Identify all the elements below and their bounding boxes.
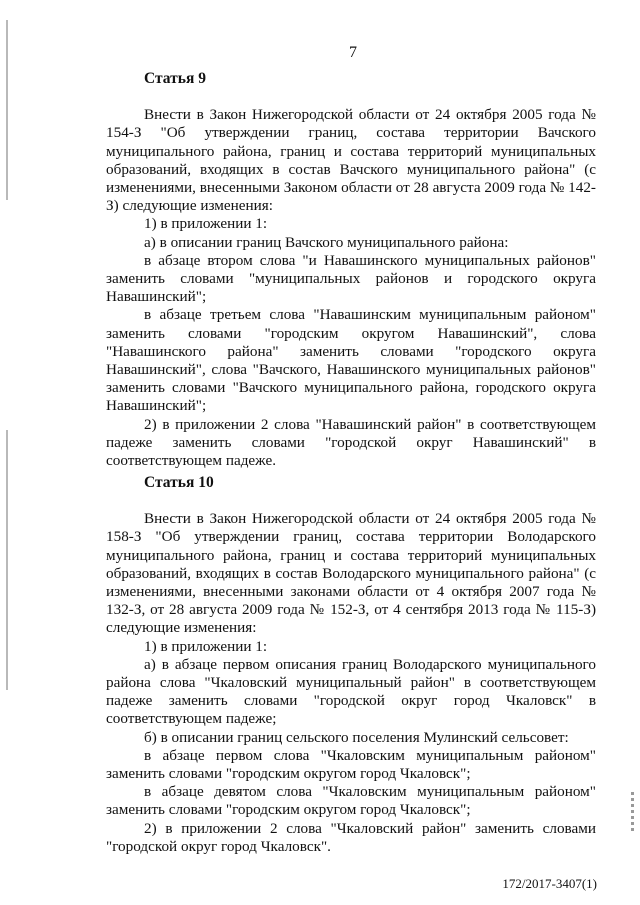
article-heading: Статья 9 bbox=[144, 70, 206, 87]
article-10 bbox=[106, 474, 596, 856]
paragraph: б) в описании границ сельского поселения Мулинский сельсовет: bbox=[144, 728, 569, 746]
paragraph: 1) в приложении 1: bbox=[144, 215, 268, 233]
paragraph: в абзаце втором слова "и Навашинского муниципальных районов" заменить словами "муниципальных районов и городского округа Навашинский"; bbox=[106, 251, 596, 306]
paragraph: в абзаце третьем слова "Навашинским муниципальным районом" заменить словами "городским округом Навашинский", слова "Навашинского района" заменить словами "городского округа Навашинский", слова "Вачского, Навашинского муниципальных районов" заменить словами "Вачского муниципального района, городского округа Навашинский"; bbox=[106, 306, 596, 415]
paragraph: в абзаце девятом слова "Чкаловским муниципальным районом" заменить словами "городским округом город Чкаловск"; bbox=[106, 783, 596, 819]
document-code: 172/2017-3407(1) bbox=[502, 876, 597, 891]
paragraph: а) в описании границ Вачского муниципального района: bbox=[144, 233, 509, 251]
paragraph: в абзаце первом слова "Чкаловским муниципальным районом" заменить словами "городским округом город Чкаловск"; bbox=[106, 746, 596, 783]
paragraph: 2) в приложении 2 слова "Навашинский район" в соответствующем падеже заменить словами "городской округ Навашинский" в соответствующем падеже. bbox=[106, 415, 596, 470]
article-9 bbox=[106, 70, 596, 470]
scan-edge-mark bbox=[631, 792, 634, 832]
paragraph: а) в абзаце первом описания границ Володарского муниципального района слова "Чкаловский муниципальный район" в соответствующем падеже заменить словами "городской округ город Чкаловск" в соответствующем падеже; bbox=[106, 655, 596, 728]
paragraph: Внести в Закон Нижегородской области от 24 октября 2005 года № 158-З "Об утверждении границ, состава территории Володарского муниципального района, границ и состава территорий муниципальных образований, входящих в состав Володарского муниципального района" (с изменениями, внесенными законами области от 4 октября 2007 года № 132-З, от 28 августа 2009 года № 152-З, от 4 сентября 2013 года № 115-З) следующие изменения: bbox=[106, 510, 596, 637]
scan-margin-line bbox=[6, 430, 8, 690]
paragraph: 1) в приложении 1: bbox=[144, 637, 268, 655]
paragraph: Внести в Закон Нижегородской области от 24 октября 2005 года № 154-З "Об утверждении границ, состава территории Вачского муниципального района, границ и состава территорий муниципальных образований, входящих в состав Вачского муниципального района" (с изменениями, внесенными Законом области от 28 августа 2009 года № 142-З) следующие изменения: bbox=[106, 106, 596, 215]
article-heading: Статья 10 bbox=[144, 474, 214, 491]
paragraph: 2) в приложении 2 слова "Чкаловский район" заменить словами "городской округ город Чкаловск". bbox=[106, 819, 596, 855]
page-number: 7 bbox=[349, 44, 357, 61]
